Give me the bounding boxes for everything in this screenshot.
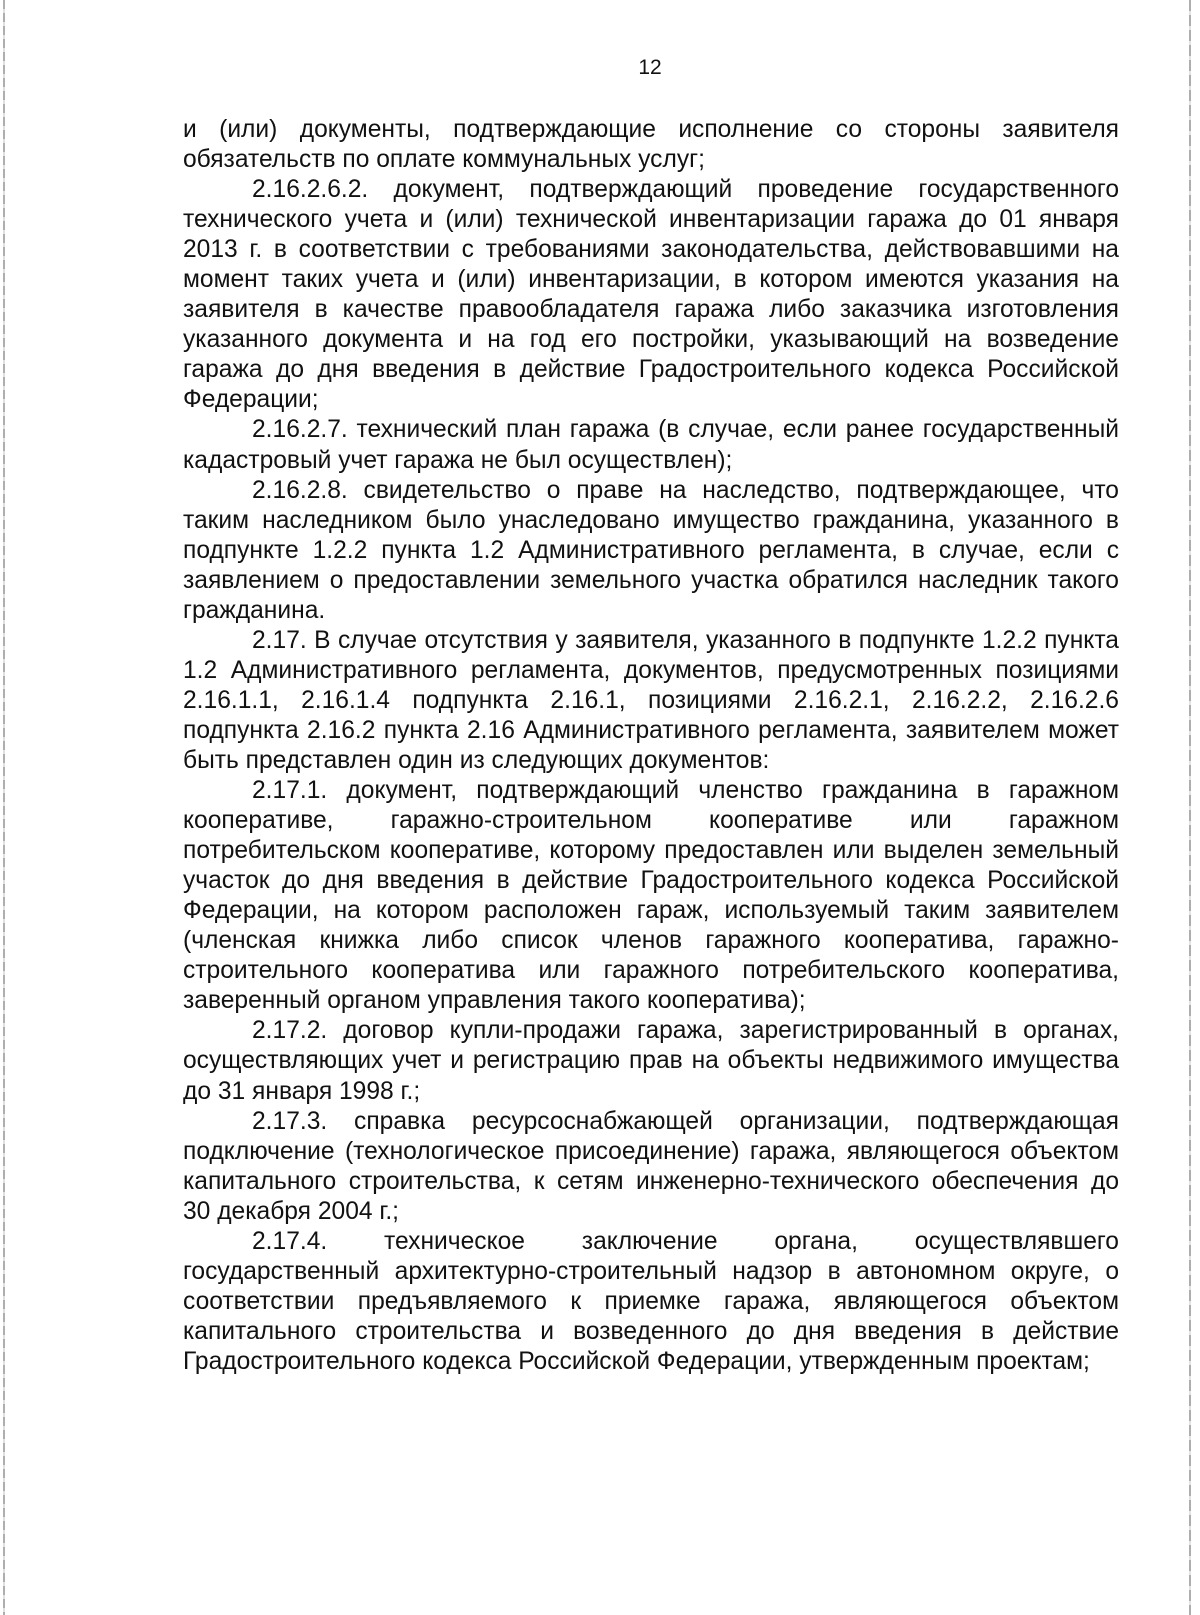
page-number: 12 xyxy=(638,56,662,79)
paragraph-2-17-3: 2.17.3. справка ресурсоснабжающей организации, подтверждающая подключение (технологическое присоединение) гаража, являющегося объектом капитального строительства, к сетям инженерно-технического обеспечения до 30 декабря 2004 г.; xyxy=(183,1107,1119,1225)
paragraph-2-17: 2.17. В случае отсутствия у заявителя, указанного в подпункте 1.2.2 пункта 1.2 Административного регламента, документов, предусмотренных позициями 2.16.1.1, 2.16.1.4 подпункта 2.16.1, позициями 2.16.2.1, 2.16.2.2, 2.16.2.6 подпункта 2.16.2 пункта 2.16 Административного регламента, заявителем может быть представлен один из следующих документов: xyxy=(183,626,1119,774)
scan-right-edge xyxy=(1189,0,1191,1615)
paragraph-2-16-2-8: 2.16.2.8. свидетельство о праве на наследство, подтверждающее, что таким наследником было унаследовано имущество гражданина, указанного в подпункте 1.2.2 пункта 1.2 Административного регламента, в случае, если с заявлением о предоставлении земельного участка обратился наследник такого гражданина. xyxy=(183,476,1119,624)
paragraph-continuation: и (или) документы, подтверждающие исполнение со стороны заявителя обязательств по оплате коммунальных услуг; xyxy=(183,116,1119,174)
scan-left-edge xyxy=(3,0,5,1615)
paragraph-2-16-2-6-2: 2.16.2.6.2. документ, подтверждающий проведение государственного технического учета и (или) технической инвентаризации гаража до 01 января 2013 г. в соответствии с требованиями законодательства, действовавшими на момент таких учета и (или) инвентаризации, в котором имеются указания на заявителя в качестве правообладателя гаража либо заказчика изготовления указанного документа и на год его постройки, указывающий на возведение гаража до дня введения в действие Градостроительного кодекса Российской Федерации; xyxy=(183,176,1119,414)
paragraph-2-17-1: 2.17.1. документ, подтверждающий членство гражданина в гаражном кооперативе, гаражно-строительном кооперативе или гаражном потребительском кооперативе, которому предоставлен или выделен земельный участок до дня введения в действие Градостроительного кодекса Российской Федерации, на котором расположен гараж, используемый таким заявителем (членская книжка либо список членов гаражного кооператива, гаражно-строительного кооператива или гаражного потребительского кооператива, заверенный органом управления такого кооператива); xyxy=(183,777,1119,1015)
paragraph-2-16-2-7: 2.16.2.7. технический план гаража (в случае, если ранее государственный кадастровый учет гаража не был осуществлен); xyxy=(183,416,1119,474)
paragraph-2-17-2: 2.17.2. договор купли-продажи гаража, зарегистрированный в органах, осуществляющих учет и регистрацию прав на объекты недвижимого имущества до 31 января 1998 г.; xyxy=(183,1017,1119,1105)
document-body xyxy=(183,115,1119,1377)
paragraph-2-17-4: 2.17.4. техническое заключение органа, осуществлявшего государственный архитектурно-строительный надзор в автономном округе, о соответствии предъявляемого к приемке гаража, являющегося объектом капитального строительства и возведенного до дня введения в действие Градостроительного кодекса Российской Федерации, утвержденным проектам; xyxy=(183,1227,1119,1375)
